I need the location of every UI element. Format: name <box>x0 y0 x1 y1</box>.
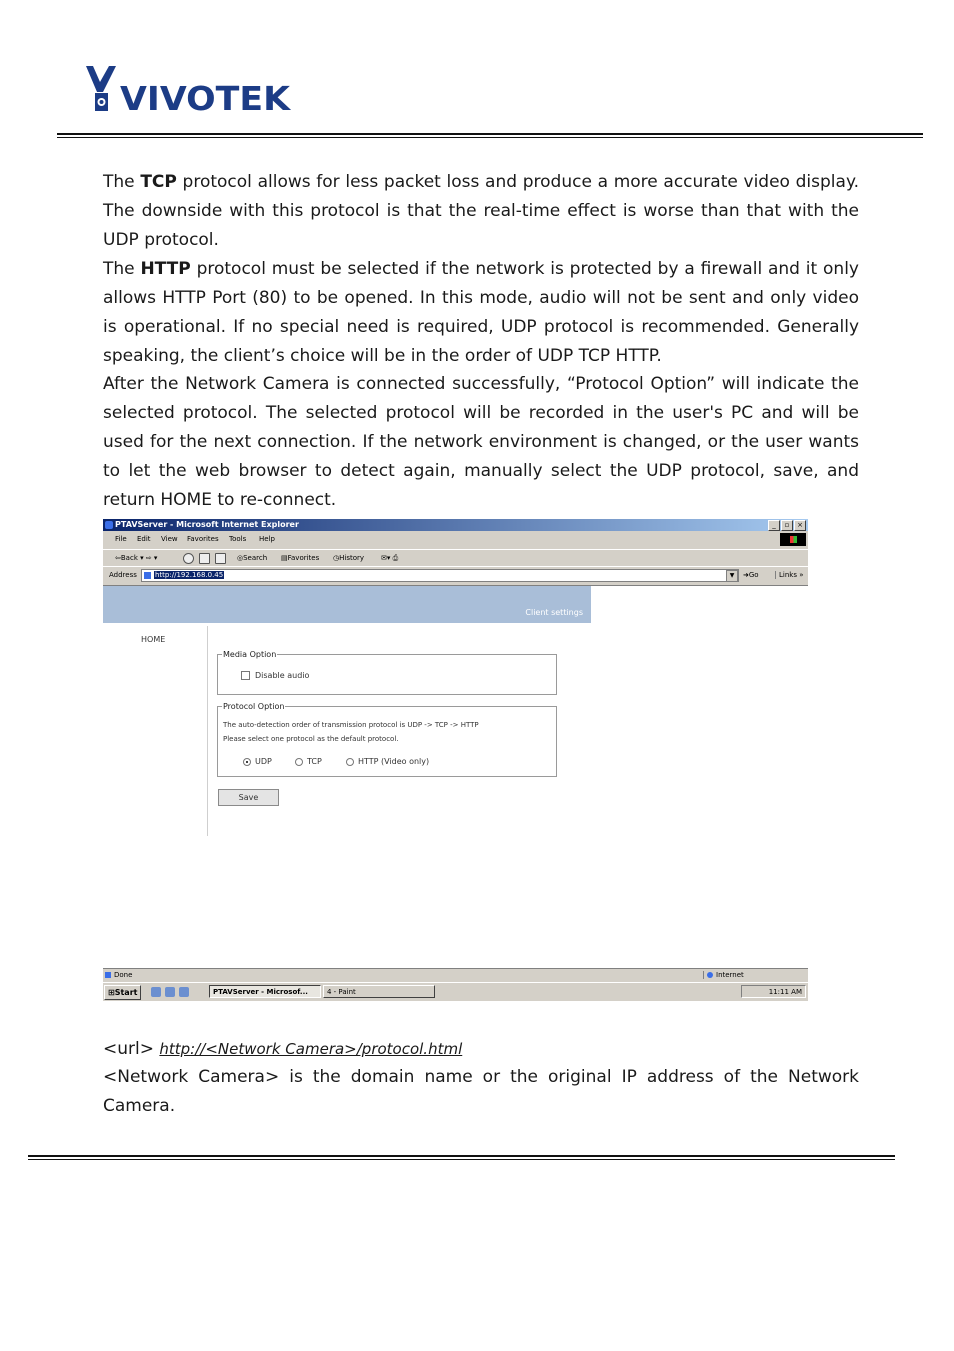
vivotek-logo <box>84 62 294 114</box>
url-line <box>103 1035 462 1064</box>
maximize-icon[interactable]: ▫ <box>781 520 793 531</box>
minimize-icon[interactable]: _ <box>768 520 780 531</box>
footer-rule <box>28 1155 895 1160</box>
menu-view[interactable]: View <box>161 535 178 543</box>
udp-radio-dot[interactable] <box>243 758 251 766</box>
tcp-radio[interactable] <box>295 757 322 766</box>
links-button[interactable]: Links » <box>775 571 804 579</box>
favorites-button[interactable]: ▤Favorites <box>281 554 320 562</box>
clock: 11:11 AM <box>768 988 802 996</box>
menu-file[interactable]: File <box>115 535 127 543</box>
menu-tools[interactable]: Tools <box>229 535 247 543</box>
url-label: <url> <box>103 1039 154 1059</box>
go-button[interactable]: ➜Go <box>743 571 759 579</box>
task-paint[interactable]: 4 - Paint <box>323 985 435 998</box>
udp-label: UDP <box>255 757 272 766</box>
window-titlebar <box>103 519 808 531</box>
media-option-group <box>217 650 557 695</box>
status-zone: Internet <box>703 971 744 979</box>
home-icon[interactable] <box>215 553 226 564</box>
protocol-option-legend: Protocol Option <box>223 702 285 711</box>
status-done: Done <box>105 971 132 979</box>
desktop-icon[interactable] <box>151 987 161 997</box>
menu-favorites[interactable]: Favorites <box>187 535 219 543</box>
mail-icon[interactable]: ✉▾ ⎙ <box>381 554 399 562</box>
back-button[interactable]: ⇦Back ▾ ⇨ ▾ <box>115 554 158 562</box>
address-dropdown-icon[interactable]: ▼ <box>726 570 738 582</box>
protocol-order-text: The auto-detection order of transmission protocol is UDP -> TCP -> HTTP <box>223 721 479 729</box>
protocol-instruction-text: Please select one protocol as the default protocol. <box>223 735 399 743</box>
globe-icon <box>707 972 713 978</box>
taskbar <box>103 982 808 1001</box>
media-option-legend: Media Option <box>223 650 277 659</box>
address-value[interactable]: http://192.168.0.45 <box>155 571 224 579</box>
outlook-icon[interactable] <box>179 987 189 997</box>
disable-audio-label: Disable audio <box>255 671 310 680</box>
tcp-radio-dot[interactable] <box>295 758 303 766</box>
udp-radio[interactable] <box>243 757 272 766</box>
browser-screenshot <box>103 519 808 1001</box>
system-tray <box>741 985 806 998</box>
header-rule <box>57 133 923 138</box>
close-icon[interactable]: × <box>794 520 806 531</box>
connection-paragraph: After the Network Camera is connected successfully, “Protocol Option” will indicate the selected protocol. The selected protocol will be recorded in the user's PC and will be used for the next connection. If the network environment is changed, or the user wants to let the web browser to detect again, manually select the UDP protocol, save, and return HOME to re-connect. <box>103 374 859 510</box>
header-title: Client settings <box>525 608 583 617</box>
address-label: Address <box>109 571 137 579</box>
task-ptavserver[interactable]: PTAVServer - Microsof... <box>209 985 321 998</box>
status-bar <box>103 968 808 981</box>
quick-launch <box>151 987 189 997</box>
protocol-option-group <box>217 702 557 777</box>
settings-header <box>103 586 591 623</box>
windows-logo-icon <box>780 533 806 546</box>
page-icon <box>105 972 111 978</box>
http-paragraph: The HTTP protocol must be selected if the network is protected by a firewall and it only allows HTTP Port (80) to be opened. In this mode, audio will not be sent and only video is operational. If no special need is required, UDP protocol is recommended. Generally speaking, the client’s choice will be in the order of UDP TCP HTTP. <box>103 259 859 366</box>
history-button[interactable]: ◷History <box>333 554 365 562</box>
address-bar <box>103 566 808 583</box>
url-description: <Network Camera> is the domain name or the original IP address of the Network Camera. <box>103 1067 859 1116</box>
page-viewport <box>103 585 808 968</box>
ie-quick-icon[interactable] <box>165 987 175 997</box>
tcp-label: TCP <box>307 757 322 766</box>
disable-audio-checkbox[interactable] <box>241 671 250 680</box>
refresh-icon[interactable] <box>199 553 210 564</box>
menu-bar <box>103 533 808 547</box>
tcp-paragraph: The TCP protocol allows for less packet loss and produce a more accurate video display. The downside with this protocol is that the real-time effect is worse than that with the UDP protocol. <box>103 172 859 250</box>
ie-icon <box>105 521 113 529</box>
http-radio-dot[interactable] <box>346 758 354 766</box>
browser-toolbar <box>103 549 808 566</box>
window-title: PTAVServer - Microsoft Internet Explorer <box>115 520 299 529</box>
stop-icon[interactable] <box>183 553 194 564</box>
http-label: HTTP (Video only) <box>358 757 430 766</box>
protocol-description <box>103 168 859 371</box>
http-radio[interactable] <box>346 757 429 766</box>
save-button[interactable]: Save <box>218 789 279 806</box>
start-button[interactable]: ⊞Start <box>104 985 141 1000</box>
protocol-url-link[interactable]: http://<Network Camera>/protocol.html <box>159 1040 463 1058</box>
nav-divider <box>207 626 208 836</box>
address-input[interactable] <box>141 569 739 582</box>
menu-help[interactable]: Help <box>259 535 275 543</box>
svg-text:VIVOTEK: VIVOTEK <box>120 79 292 114</box>
search-button[interactable]: ◎Search <box>237 554 268 562</box>
disable-audio-option[interactable] <box>241 671 309 680</box>
home-link[interactable]: HOME <box>141 635 166 644</box>
page-icon <box>144 572 151 579</box>
menu-edit[interactable]: Edit <box>137 535 151 543</box>
vivotek-logo-icon <box>86 66 116 111</box>
